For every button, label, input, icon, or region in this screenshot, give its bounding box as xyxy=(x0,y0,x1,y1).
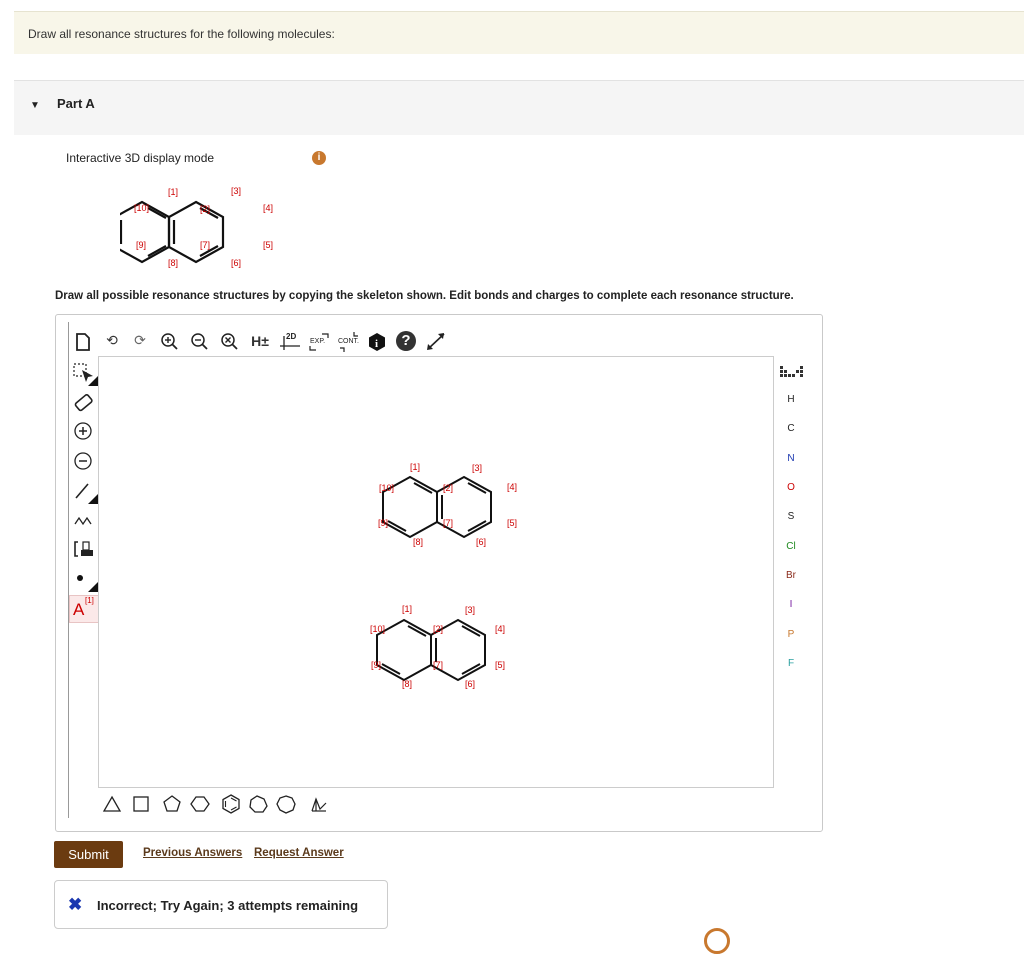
element-o[interactable]: O xyxy=(787,482,795,493)
ref-label-6: [6] xyxy=(231,258,242,268)
expand-label: EXP. xyxy=(310,338,326,345)
feedback-message: Incorrect; Try Again; 3 attempts remaining xyxy=(97,898,359,913)
benzene-template-icon[interactable] xyxy=(223,795,239,813)
element-n[interactable]: N xyxy=(787,453,795,464)
m2-label-8: [8] xyxy=(402,679,413,689)
part-title: Part A xyxy=(57,96,95,111)
ref-label-4: [4] xyxy=(263,203,274,213)
m2-label-9: [9] xyxy=(371,660,382,670)
ref-label-1: [1] xyxy=(168,187,179,197)
pentagon-template-icon[interactable] xyxy=(164,796,180,811)
element-palette xyxy=(773,356,809,786)
atom-map-index: [1] xyxy=(85,596,94,605)
expand-button[interactable] xyxy=(308,332,332,352)
ref-label-5: [5] xyxy=(263,240,274,250)
instruction-text: Draw all resonance structures for the following molecules: xyxy=(28,27,335,41)
ref-ring-right xyxy=(169,202,223,262)
shape-templates-bar xyxy=(100,793,330,817)
periodic-table-icon[interactable] xyxy=(779,364,805,380)
m2-label-2: [2] xyxy=(433,624,444,634)
square-template-icon[interactable] xyxy=(134,797,148,811)
request-answer-link[interactable]: Request Answer xyxy=(254,847,344,859)
reference-molecule xyxy=(120,180,290,272)
m1-label-2: [2] xyxy=(443,483,454,493)
incorrect-icon: ✖ xyxy=(68,895,83,914)
part-a-header[interactable] xyxy=(14,80,1024,135)
expand-icon xyxy=(308,332,332,352)
ref-label-3: [3] xyxy=(231,186,242,196)
element-cl[interactable]: Cl xyxy=(786,541,796,552)
m1-label-4: [4] xyxy=(507,482,518,492)
ref-label-9: [9] xyxy=(136,240,147,250)
undo-icon[interactable]: ⟲ xyxy=(106,332,118,348)
m2-label-3: [3] xyxy=(465,605,476,615)
m1-label-6: [6] xyxy=(476,537,487,547)
collapse-triangle-icon[interactable]: ▼ xyxy=(30,100,40,111)
element-c[interactable]: C xyxy=(787,423,795,434)
clean-2d-label: 2D xyxy=(286,332,297,341)
triangle-template-icon[interactable] xyxy=(104,797,120,811)
element-p[interactable]: P xyxy=(787,629,795,640)
heptagon-template-icon[interactable] xyxy=(250,796,267,812)
m1-label-1: [1] xyxy=(410,462,421,472)
ref-label-7: [7] xyxy=(200,240,211,250)
canvas-molecule-1[interactable] xyxy=(370,455,530,549)
element-i[interactable]: I xyxy=(789,599,793,610)
atom-map-letter: A xyxy=(73,600,85,619)
positive-charge-icon[interactable] xyxy=(73,421,93,441)
zoom-out-icon[interactable] xyxy=(190,332,210,352)
fullscreen-icon[interactable] xyxy=(424,331,448,353)
eraser-icon[interactable] xyxy=(72,392,96,414)
toggle-hydrogens-button[interactable]: H± xyxy=(251,333,269,349)
help-button[interactable]: ? xyxy=(396,331,416,351)
cyclohexane-chair-template-icon[interactable] xyxy=(312,799,326,811)
m1-label-5: [5] xyxy=(507,518,518,528)
ref-label-10: [10] xyxy=(134,203,150,213)
m2-label-10: [10] xyxy=(370,624,386,634)
contract-button[interactable] xyxy=(336,332,362,352)
m2-label-5: [5] xyxy=(495,660,506,670)
submit-button[interactable]: Submit xyxy=(54,841,123,868)
canvas-molecule-2[interactable] xyxy=(362,598,522,692)
m1-label-3: [3] xyxy=(472,463,483,473)
hexagon-template-icon[interactable] xyxy=(191,797,209,811)
redo-icon[interactable]: ⟳ xyxy=(134,332,146,348)
svg-text:i: i xyxy=(375,338,379,350)
clean-2d-icon xyxy=(280,336,302,352)
zoom-reset-icon[interactable] xyxy=(220,332,240,352)
m1-label-7: [7] xyxy=(443,518,454,528)
select-tool-icon[interactable] xyxy=(72,362,98,386)
editor-toolbar xyxy=(68,330,458,354)
ref-label-2: [2] xyxy=(200,204,211,214)
info-hexagon-icon[interactable] xyxy=(368,332,386,352)
ref-label-8: [8] xyxy=(168,258,179,268)
m2-label-4: [4] xyxy=(495,624,506,634)
m1-label-9: [9] xyxy=(378,518,389,528)
negative-charge-icon[interactable] xyxy=(73,451,93,471)
contract-label: CONT. xyxy=(338,338,359,345)
chain-tool-icon[interactable] xyxy=(72,510,96,530)
single-bond-icon[interactable] xyxy=(72,480,98,504)
template-bracket-icon[interactable] xyxy=(72,538,96,560)
m2-ring-left xyxy=(377,620,431,680)
display-mode-label[interactable]: Interactive 3D display mode xyxy=(66,151,215,165)
m1-label-10: [10] xyxy=(379,483,395,493)
m1-label-8: [8] xyxy=(413,537,424,547)
draw-instruction: Draw all possible resonance structures by copying the skeleton shown. Edit bonds and charges to complete each resonance structure. xyxy=(55,290,794,302)
radical-tool-icon[interactable] xyxy=(72,568,98,592)
drawing-canvas[interactable] xyxy=(98,356,774,788)
zoom-in-icon[interactable] xyxy=(160,332,180,352)
element-h[interactable]: H xyxy=(787,394,795,405)
octagon-template-icon[interactable] xyxy=(277,796,295,813)
previous-answers-link[interactable]: Previous Answers xyxy=(143,847,243,859)
info-icon[interactable]: i xyxy=(312,151,326,165)
contract-icon xyxy=(336,332,362,352)
element-br[interactable]: Br xyxy=(786,570,796,581)
element-f[interactable]: F xyxy=(787,658,795,669)
atom-map-tool[interactable] xyxy=(69,595,99,623)
partial-circle-icon xyxy=(704,928,730,954)
element-s[interactable]: S xyxy=(787,511,795,522)
feedback-box xyxy=(54,880,388,929)
m2-label-6: [6] xyxy=(465,679,476,689)
clean-2d-button[interactable] xyxy=(280,332,302,352)
m2-label-7: [7] xyxy=(433,660,444,670)
instruction-banner xyxy=(14,11,1024,54)
m2-label-1: [1] xyxy=(402,604,413,614)
